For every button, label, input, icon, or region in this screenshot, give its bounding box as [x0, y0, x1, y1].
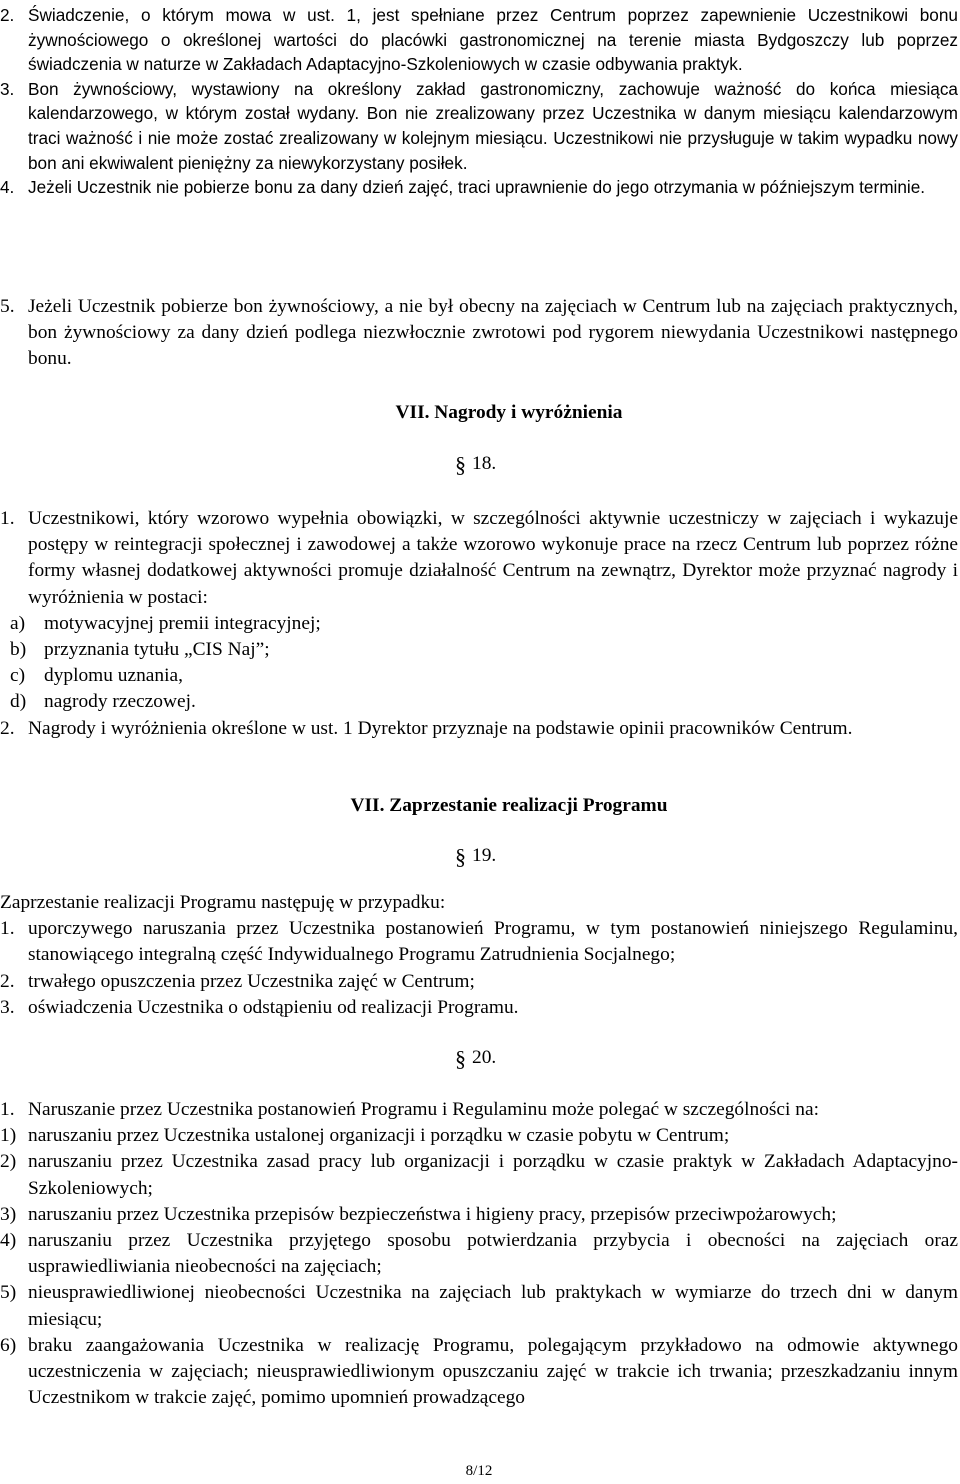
section-symbol: §	[455, 844, 466, 869]
paragraph-number: 1.	[0, 508, 15, 529]
paragraph-20-1	[0, 1097, 958, 1123]
section-19-intro: Zaprzestanie realizacji Programu następuję w przypadku:	[0, 892, 446, 913]
list-item	[0, 1149, 958, 1201]
list-item-text: motywacyjnej premii integracyjnej;	[44, 612, 321, 634]
list-item-text: oświadczenia Uczestnika o odstąpieniu od realizacji Programu.	[28, 996, 519, 1018]
paragraph-18-1	[0, 506, 958, 611]
section-symbol: §	[455, 1046, 466, 1071]
list-marker: 2)	[0, 1151, 17, 1173]
section-number: 19.	[472, 845, 497, 866]
list-marker: 1.	[0, 918, 15, 940]
list-item-text: trwałego opuszczenia przez Uczestnika zajęć w Centrum;	[28, 970, 475, 992]
list-marker: 2.	[0, 970, 15, 992]
list-marker: c)	[10, 665, 26, 687]
list-item	[0, 637, 958, 663]
violations-list	[0, 1123, 958, 1411]
list-item-text: dyplomu uznania,	[44, 665, 183, 687]
list-item	[0, 1280, 958, 1332]
list-marker: 5)	[0, 1282, 17, 1304]
list-marker: b)	[10, 639, 27, 661]
paragraph-text: Świadczenie, o którym mowa w ust. 1, jest spełniane przez Centrum poprzez zapewnienie Uczestnikowi bonu żywnościowego o określonej wartości do placówki gastronomicznej na terenie miasta Bydgoszczy lub poprzez świadczenia w naturze w Zakładach Adaptacyjno-Szkoleniowych w czasie odbywania praktyk.	[28, 5, 958, 75]
list-item-text: naruszaniu przez Uczestnika przepisów bezpieczeństwa i higieny pracy, przepisów przeciwpożarowych;	[28, 1203, 837, 1225]
list-item-text: przyznania tytułu „CIS Naj”;	[44, 639, 270, 661]
list-item-text: uporczywego naruszania przez Uczestnika postanowień Programu, w tym postanowień niniejszego Regulaminu, stanowiącego integralną część Indywidualnego Programu Zatrudnienia Socjalnego;	[28, 918, 958, 966]
list-item	[0, 611, 958, 637]
list-item	[0, 1202, 958, 1228]
list-item	[0, 916, 958, 968]
list-marker: d)	[10, 691, 27, 713]
paragraph-text: Jeżeli Uczestnik nie pobierze bonu za dany dzień zajęć, traci uprawnienie do jego otrzymania w późniejszym terminie.	[28, 177, 926, 198]
list-item	[0, 1333, 958, 1412]
paragraph-17-4	[0, 175, 958, 200]
paragraph-number: 1.	[0, 1099, 15, 1120]
paragraph-number: 4.	[0, 177, 15, 198]
paragraph-text: Bon żywnościowy, wystawiony na określony zakład gastronomiczny, zachowuje ważność do końca miesiąca kalendarzowego, w którym został wydany. Bon nie zrealizowany przez Uczestnika w danym miesiącu kalendarzowym traci ważność i nie może zostać zrealizowany w kolejnym miesiącu. Uczestnikowi nie przysługuje w takim wypadku nowy bon ani ekwiwalent pieniężny za niewykorzystany posiłek.	[28, 78, 958, 173]
section-17-continuation	[0, 3, 958, 200]
paragraph-text: Uczestnikowi, który wzorowo wypełnia obowiązki, w szczególności aktywnie uczestniczy w zajęciach i wykazuje postępy w reintegracji społecznej i zawodowej a także wzorowo wykonuje prace na rzecz Centrum lub poprzez różne formy własnej dodatkowej aktywności promuje działalność Centrum na zewnątrz, Dyrektor może przyznać nagrody i wyróżnienia w postaci:	[28, 508, 958, 608]
section-heading-termination: VII. Zaprzestanie realizacji Programu	[350, 795, 668, 816]
section-19-body	[0, 890, 958, 1021]
paragraph-text: Nagrody i wyróżnienia określone w ust. 1 Dyrektor przyznaje na podstawie opinii pracowników Centrum.	[28, 717, 853, 739]
paragraph-text: Naruszanie przez Uczestnika postanowień Programu i Regulaminu może polegać w szczególności na:	[28, 1099, 819, 1120]
list-marker: 4)	[0, 1230, 17, 1252]
list-item	[0, 969, 958, 995]
section-18-body	[0, 506, 958, 742]
paragraph-17-5-wrapper	[0, 294, 958, 373]
paragraph-number: 5.	[0, 296, 15, 317]
list-marker: 6)	[0, 1334, 17, 1356]
section-number-18	[455, 452, 496, 478]
list-item	[0, 663, 958, 689]
paragraph-number: 2.	[0, 5, 15, 25]
list-item	[0, 1123, 958, 1149]
list-item-text: nieusprawiedliwionej nieobecności Uczestnika na zajęciach lub praktykach w wymiarze do trzech dni w danym miesiącu;	[28, 1282, 958, 1330]
list-item-text: braku zaangażowania Uczestnika w realizację Programu, polegającym przykładowo na odmowie aktywnego uczestniczenia w zajęciach; nieusprawiedliwionym opuszczaniu zajęć w trakcie ich trwania; przeszkadzaniu innym Uczestnikom w trakcie zajęć, pomimo upomnień prowadzącego	[28, 1334, 958, 1409]
section-number: 20.	[472, 1047, 497, 1068]
section-number-19	[455, 844, 496, 870]
paragraph-18-2	[0, 716, 958, 742]
list-marker: 3)	[0, 1203, 17, 1225]
awards-list	[0, 611, 958, 716]
list-item-text: nagrody rzeczowej.	[44, 691, 196, 713]
paragraph-17-5	[0, 294, 958, 373]
list-item-text: naruszaniu przez Uczestnika zasad pracy lub organizacji i porządku w czasie praktyk w Zakładach Adaptacyjno-Szkoleniowych;	[28, 1151, 958, 1199]
section-heading-awards: VII. Nagrody i wyróżnienia	[395, 402, 623, 423]
paragraph-text: Jeżeli Uczestnik pobierze bon żywnościowy, a nie był obecny na zajęciach w Centrum lub na zajęciach praktycznych, bon żywnościowy za dany dzień podlega niezwłocznie zwrotowi pod rygorem niewydania Uczestnikowi następnego bonu.	[28, 296, 958, 370]
paragraph-number: 3.	[0, 78, 15, 99]
paragraph-17-2	[0, 3, 958, 77]
paragraph-number: 2.	[0, 717, 15, 739]
list-marker: a)	[10, 612, 26, 634]
list-marker: 1)	[0, 1125, 17, 1147]
section-20-body	[0, 1097, 958, 1411]
list-item	[0, 689, 958, 715]
list-item-text: naruszaniu przez Uczestnika przyjętego sposobu potwierdzania przybycia i obecności na zajęciach oraz usprawiedliwiania nieobecności na zajęciach;	[28, 1230, 958, 1278]
page-number: 8/12	[465, 1463, 493, 1479]
list-item	[0, 995, 958, 1021]
list-marker: 3.	[0, 996, 15, 1018]
section-number: 18.	[472, 453, 497, 474]
section-symbol: §	[455, 452, 466, 477]
list-item-text: naruszaniu przez Uczestnika ustalonej organizacji i porządku w czasie pobytu w Centrum;	[28, 1125, 730, 1147]
paragraph-17-3	[0, 77, 958, 175]
section-number-20	[455, 1046, 496, 1072]
list-item	[0, 1228, 958, 1280]
